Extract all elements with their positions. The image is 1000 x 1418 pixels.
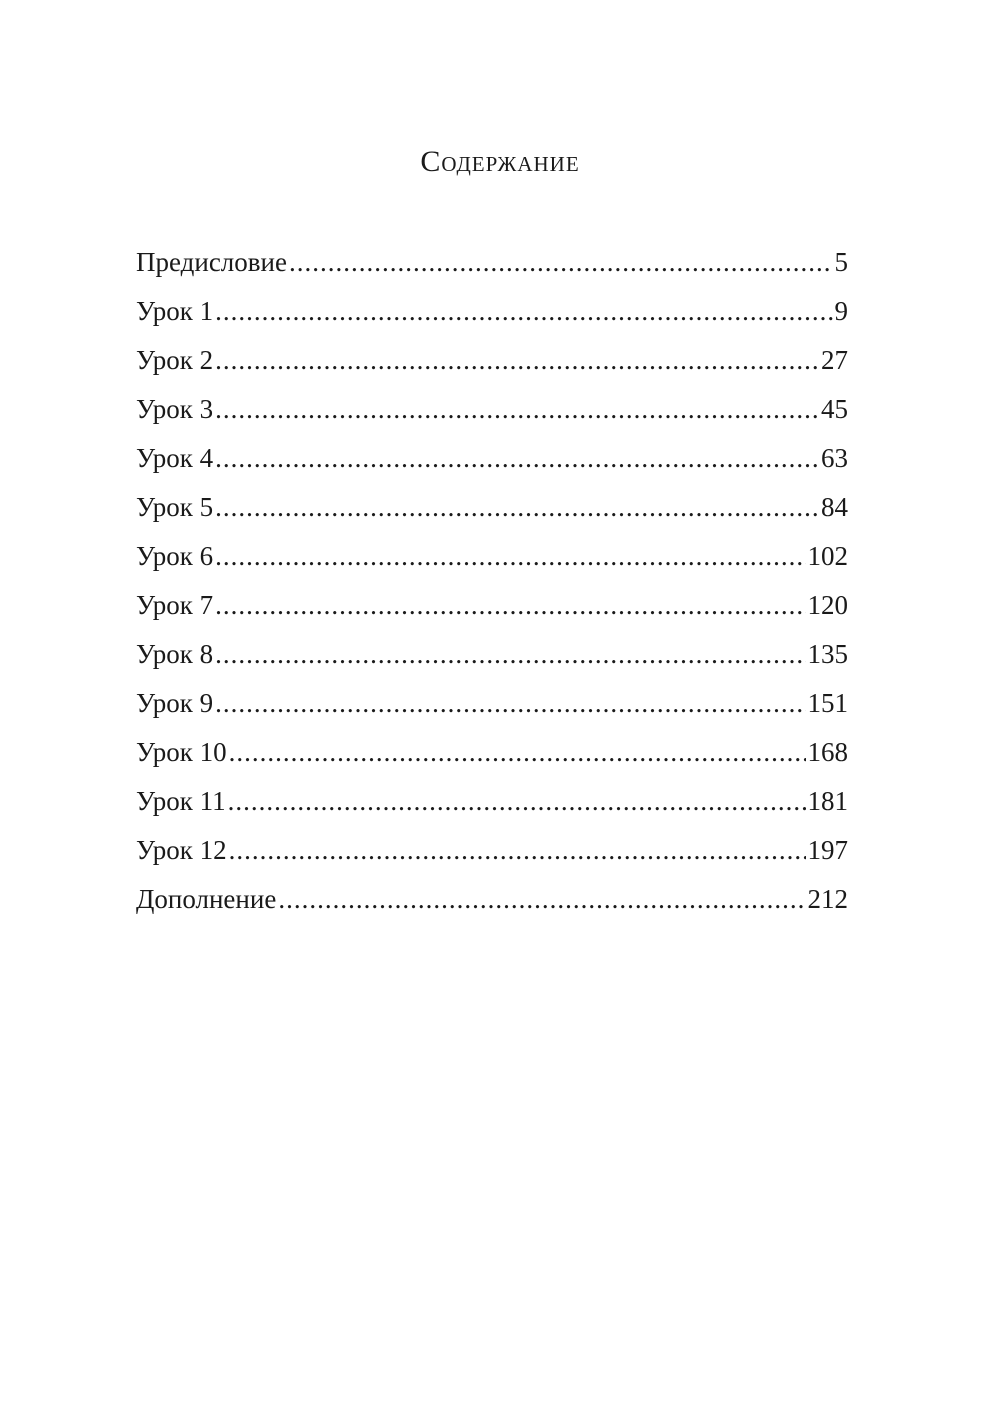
toc-entry[interactable] bbox=[136, 634, 848, 683]
toc-entry[interactable] bbox=[136, 830, 848, 879]
toc-leader-dots bbox=[215, 634, 805, 674]
toc-entry-label: Урок 8 bbox=[136, 639, 214, 669]
toc-leader-dots bbox=[215, 340, 819, 380]
toc-entry-page: 197 bbox=[807, 835, 848, 865]
toc-entry[interactable] bbox=[136, 781, 848, 830]
toc-leader-dots bbox=[215, 585, 805, 625]
toc-entry-page: 168 bbox=[807, 737, 848, 767]
toc-leader-dots bbox=[215, 536, 805, 576]
toc-entry-page: 181 bbox=[807, 786, 848, 816]
toc-leader-dots bbox=[229, 830, 806, 870]
toc-entry-label: Урок 9 bbox=[136, 688, 214, 718]
toc-leader-dots bbox=[215, 389, 819, 429]
toc-entry-page: 102 bbox=[807, 541, 848, 571]
toc-entry-page: 63 bbox=[821, 443, 848, 473]
toc-entry-page: 27 bbox=[821, 345, 848, 375]
toc-entry-label: Урок 10 bbox=[136, 737, 227, 767]
toc-entry-page: 5 bbox=[834, 247, 848, 277]
toc-leader-dots bbox=[215, 683, 805, 723]
toc-entry[interactable] bbox=[136, 732, 848, 781]
toc-entry[interactable] bbox=[136, 340, 848, 389]
toc-entry[interactable] bbox=[136, 487, 848, 536]
toc-entry[interactable] bbox=[136, 242, 848, 291]
toc-entry-label: Дополнение bbox=[136, 884, 277, 914]
toc-entry-page: 135 bbox=[807, 639, 848, 669]
toc-leader-dots bbox=[215, 438, 819, 478]
toc-entry-page: 120 bbox=[807, 590, 848, 620]
toc-entry-label: Урок 7 bbox=[136, 590, 214, 620]
toc-leader-dots bbox=[228, 781, 806, 821]
toc-entry-label: Урок 2 bbox=[136, 345, 214, 375]
toc-entry-label: Урок 6 bbox=[136, 541, 214, 571]
toc-entry[interactable] bbox=[136, 879, 848, 928]
toc-entry[interactable] bbox=[136, 389, 848, 438]
toc-entry-label: Урок 4 bbox=[136, 443, 214, 473]
toc-leader-dots bbox=[215, 487, 819, 527]
toc-entry-label: Урок 11 bbox=[136, 786, 226, 816]
toc-entry[interactable] bbox=[136, 438, 848, 487]
toc-entry-label: Урок 12 bbox=[136, 835, 227, 865]
toc-entry-label: Урок 1 bbox=[136, 296, 214, 326]
toc-entry-label: Предисловие bbox=[136, 247, 287, 277]
toc-leader-dots bbox=[215, 291, 832, 331]
toc-leader-dots bbox=[278, 879, 805, 919]
toc-entry-page: 151 bbox=[807, 688, 848, 718]
toc-entry[interactable] bbox=[136, 291, 848, 340]
toc-entry-page: 212 bbox=[807, 884, 848, 914]
toc-leader-dots bbox=[289, 242, 833, 282]
toc-leader-dots bbox=[229, 732, 806, 772]
toc-entry-page: 45 bbox=[821, 394, 848, 424]
table-of-contents bbox=[136, 242, 848, 928]
toc-entry[interactable] bbox=[136, 585, 848, 634]
toc-entry[interactable] bbox=[136, 683, 848, 732]
page-title: Содержание bbox=[420, 145, 580, 178]
toc-entry[interactable] bbox=[136, 536, 848, 585]
toc-entry-label: Урок 3 bbox=[136, 394, 214, 424]
toc-entry-label: Урок 5 bbox=[136, 492, 214, 522]
toc-entry-page: 9 bbox=[834, 296, 848, 326]
toc-entry-page: 84 bbox=[821, 492, 848, 522]
